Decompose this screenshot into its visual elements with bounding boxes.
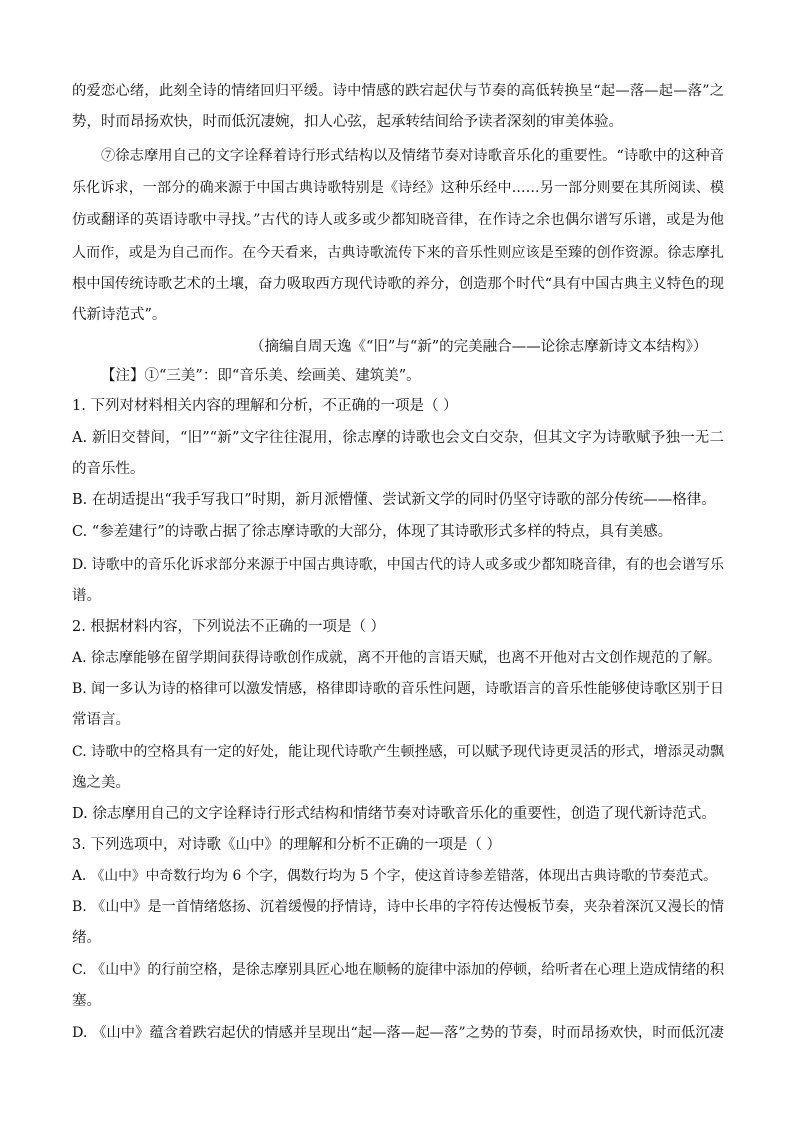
option-c: C. 诗歌中的空格具有一定的好处，能让现代诗歌产生顿挫感，可以赋予现代诗更灵活的形式，增添灵动飘 xyxy=(72,744,724,760)
option-b: B. 闻一多认为诗的格律可以激发情感，格律即诗歌的音乐性问题，诗歌语言的音乐性能够使诗歌区别于日 xyxy=(72,681,724,697)
option-a: A. 新旧交替间，“旧”“新”文字往往混用，徐志摩的诗歌也会文白交杂，但其文字为诗歌赋予独一无二 xyxy=(72,430,724,446)
passage-line: 势，时而昂扬欢快，时而低沉凄婉，扣人心弦，起承转结间给予读者深刻的审美体验。 xyxy=(72,114,623,130)
passage-line: 根中国传统诗歌艺术的土壤，奋力吸取西方现代诗歌的养分，创造那个时代“具有中国古典主义特色的现 xyxy=(72,276,724,292)
option-a-continued: 的音乐性。 xyxy=(72,461,145,477)
option-c-continued: 逸之美。 xyxy=(72,775,130,791)
question-stem: 2. 根据材料内容，下列说法不正确的一项是（ ） xyxy=(72,619,386,635)
option-a: A. 《山中》中奇数行均为 6 个字，偶数行均为 5 个字，使这首诗参差错落，体现出古典诗歌的节奏范式。 xyxy=(72,868,717,884)
option-d-continued: 谱。 xyxy=(72,588,101,604)
passage-line: 人而作，或是为自己而作。在今天看来，古典诗歌流传下来的音乐性则应该是至臻的创作资源。徐志摩扎 xyxy=(72,245,724,261)
option-d: D. 徐志摩用自己的文字诠释诗行形式结构和情绪节奏对诗歌音乐化的重要性，创造了现代新诗范式。 xyxy=(72,806,716,822)
passage-line: 仿或翻译的英语诗歌中寻找。”古代的诗人或多或少都知晓音律，在作诗之余也偶尔谱写乐谱，或是为他 xyxy=(72,212,724,228)
footnote: 【注】①“三美”：即“音乐美、绘画美、建筑美”。 xyxy=(101,368,421,384)
option-c-continued: 塞。 xyxy=(72,993,101,1009)
source-citation: （摘编自周天逸《“旧”与“新”的完美融合——论徐志摩新诗文本结构》） xyxy=(250,339,708,355)
question-stem: 3. 下列选项中，对诗歌《山中》的理解和分析不正确的一项是（ ） xyxy=(72,837,502,853)
option-b-continued: 绪。 xyxy=(72,930,101,946)
option-b-continued: 常语言。 xyxy=(72,712,130,728)
passage-line: ⑦徐志摩用自己的文字诠释着诗行形式结构以及情绪节奏对诗歌音乐化的重要性。“诗歌中的这种音 xyxy=(101,148,724,164)
passage-line: 代新诗范式”。 xyxy=(72,307,167,323)
option-d: D. 《山中》蕴含着跌宕起伏的情感并呈现出“起—落—起—落”之势的节奏，时而昂扬欢快，时而低沉凄 xyxy=(72,1025,724,1041)
option-c: C. “参差建行”的诗歌占据了徐志摩诗歌的大部分，体现了其诗歌形式多样的特点，具有美感。 xyxy=(72,524,673,540)
option-d: D. 诗歌中的音乐化诉求部分来源于中国古典诗歌，中国古代的诗人或多或少都知晓音律，有的也会谱写乐 xyxy=(72,557,724,573)
passage-line: 乐化诉求，一部分的确来源于中国古典诗歌特别是《诗经》这种乐经中……另一部分则要在其所阅读、模 xyxy=(72,180,724,196)
option-a: A. 徐志摩能够在留学期间获得诗歌创作成就，离不开他的言语天赋，也离不开他对古文创作规范的了解。 xyxy=(72,650,722,666)
option-b: B. 在胡适提出“我手写我口”时期，新月派懵懂、尝试新文学的同时仍坚守诗歌的部分传统——格律。 xyxy=(72,492,716,508)
passage-line: 的爱恋心绪，此刻全诗的情绪回归平缓。诗中情感的跌宕起伏与节奏的高低转换呈“起—落—起—落”之 xyxy=(72,83,724,99)
option-b: B. 《山中》是一首情绪悠扬、沉着缓慢的抒情诗，诗中长串的字符传达慢板节奏，夹杂着深沉又漫长的情 xyxy=(72,899,724,915)
option-c: C. 《山中》的行前空格，是徐志摩别具匠心地在顺畅的旋律中添加的停顿，给听者在心理上造成情绪的积 xyxy=(72,962,724,978)
question-stem: 1. 下列对材料相关内容的理解和分析，不正确的一项是（ ） xyxy=(72,398,458,414)
